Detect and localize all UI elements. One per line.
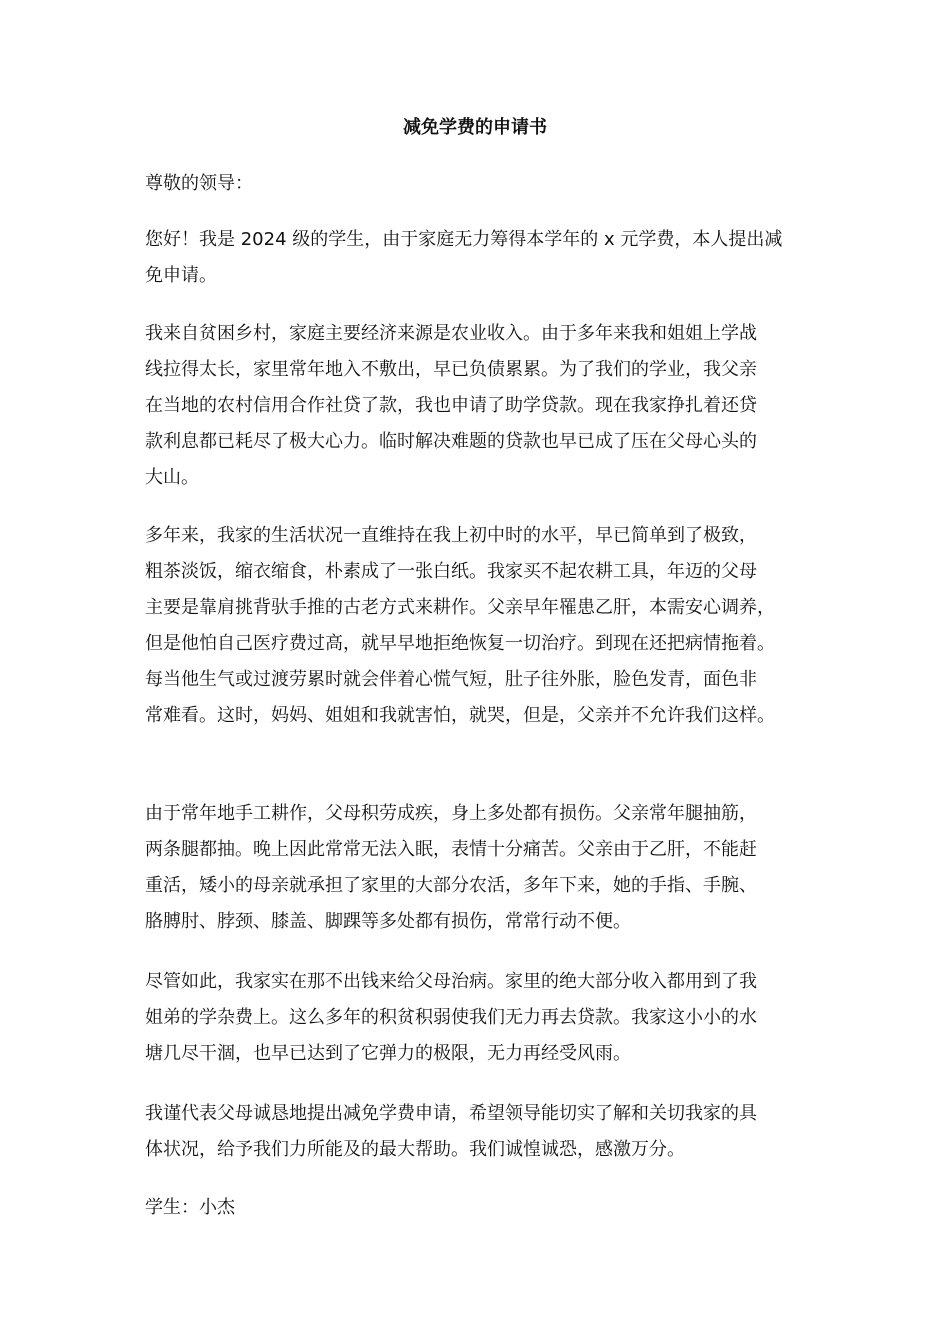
paragraph-5: 尽管如此，我家实在那不出钱来给父母治病。家里的绝大部分收入都用到了我 姐弟的学杂费上。这么多年的积贫积弱使我们无力再去贷款。我家这小小的水 塘几尽干涸，也早已达到了它弹力的极限，无力再经受风雨。 bbox=[145, 971, 757, 1064]
paragraph-1: 您好！我是 2024 级的学生，由于家庭无力筹得本学年的 x 元学费，本人提出减 免申请。 bbox=[145, 229, 783, 286]
paragraph-6: 我谨代表父母诚恳地提出减免学费申请，希望领导能切实了解和关切我家的具 体状况，给予我们力所能及的最大帮助。我们诚惶诚恐，感激万分。 bbox=[145, 1103, 757, 1160]
paragraph-4: 由于常年地手工耕作，父母积劳成疾，身上多处都有损伤。父亲常年腿抽筋， 两条腿都抽。晚上因此常常无法入眠，表情十分痛苦。父亲由于乙肝，不能赶 重活，矮小的母亲就承担了家里的大部分农活，多年下来，她的手指、手腕、 胳膊肘、脖颈、膝盖、脚踝等多处都有损伤，常常行动不便。 bbox=[145, 803, 757, 932]
salutation: 尊敬的领导： bbox=[145, 173, 253, 194]
paragraph-2: 我来自贫困乡村，家庭主要经济来源是农业收入。由于多年来我和姐姐上学战 线拉得太长，家里常年地入不敷出，早已负债累累。为了我们的学业，我父亲 在当地的农村信用合作社贷了款，我也申请了助学贷款。现在我家挣扎着还贷 款利息都已耗尽了极大心力。临时解决难题的贷款也早已成了压在父母心头的 大山。 bbox=[145, 323, 757, 488]
signature: 学生：小杰 bbox=[145, 1197, 235, 1218]
document-title: 减免学费的申请书 bbox=[403, 117, 547, 138]
paragraph-3: 多年来，我家的生活状况一直维持在我上初中时的水平，早已简单到了极致， 粗茶淡饭，缩衣缩食，朴素成了一张白纸。我家买不起农耕工具，年迈的父母 主要是靠肩挑背驮手推的古老方式来耕作。父亲早年罹患乙肝，本需安心调养， 但是他怕自己医疗费过高，就早早地拒绝恢复一切治疗。到现在还把病情拖着。 每当他生气或过渡劳累时就会伴着心慌气短，肚子往外胀，脸色发青，面色非 常难看。这时，妈妈、姐姐和我就害怕，就哭，但是，父亲并不允许我们这样。 bbox=[145, 525, 775, 726]
